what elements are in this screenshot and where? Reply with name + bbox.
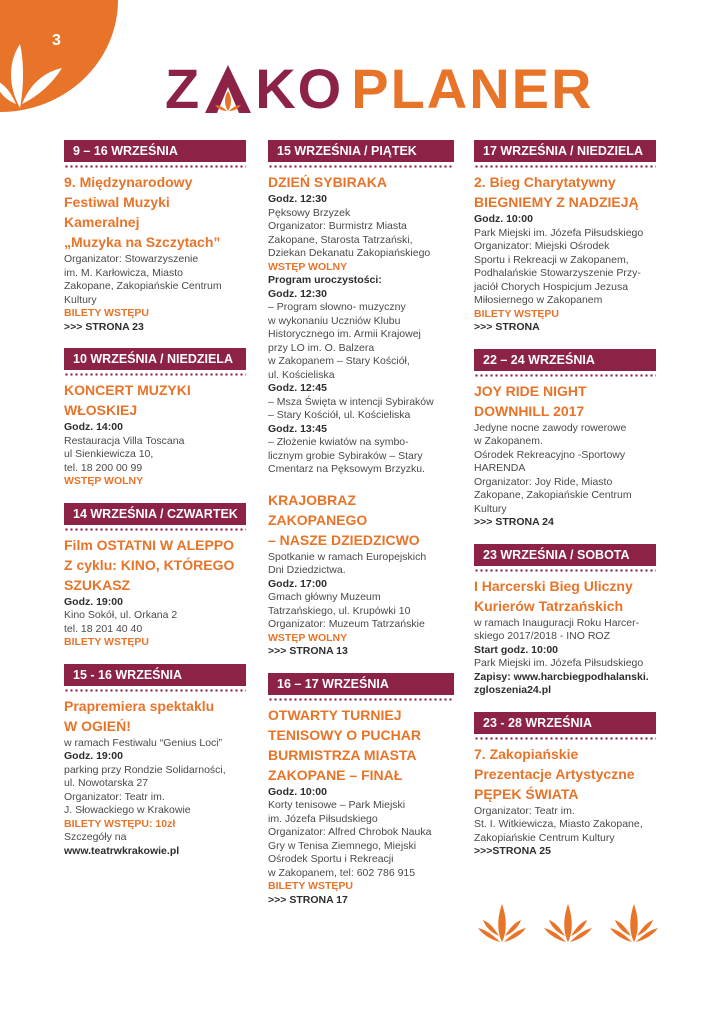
admission-info: BILETY WSTĘPU: [64, 636, 149, 648]
event-detail: Zakopiańskie Centrum Kultury: [474, 831, 615, 844]
event-detail: – Złożenie kwiatów na symbo-: [268, 436, 409, 448]
event-detail: Godz. 17:00: [268, 577, 327, 590]
event-detail: Ośrodek Sportu i Rekreacji: [268, 853, 394, 865]
event-detail: im. M. Karłowicza, Miasto: [64, 266, 184, 279]
logo-part-z: Z: [165, 57, 202, 120]
event-title: JOY RIDE NIGHT: [474, 382, 587, 399]
event-title: Prapremiera spektaklu: [64, 697, 215, 714]
column-1: [64, 140, 246, 872]
admission-info: BILETY WSTĘPU: [64, 307, 149, 319]
event-detail: Program uroczystości:: [268, 274, 382, 286]
event-detail: jaciół Chorych Hospicjum Jezusa: [474, 280, 629, 293]
event-link[interactable]: www.teatrwkrakowie.pl: [64, 844, 180, 857]
event-date-header: 17 WRZEŚNIA / NIEDZIELA: [474, 140, 656, 162]
event-detail: Spotkanie w ramach Europejskich: [268, 550, 427, 563]
event-detail: Miłosiernego w Zakopanem: [474, 294, 603, 306]
event-detail: Organizator: Teatr im.: [64, 790, 165, 803]
event-card: [268, 140, 454, 477]
event-title: KRAJOBRAZ: [268, 491, 356, 508]
event-card: [64, 503, 246, 650]
dotted-divider: [268, 698, 454, 701]
leaf-icon: [478, 900, 526, 944]
event-title: I Harcerski Bieg Uliczny: [474, 577, 633, 594]
event-title: DOWNHILL 2017: [474, 402, 585, 419]
dotted-divider: [268, 165, 454, 168]
event-card: [64, 140, 246, 334]
event-date-header: 15 - 16 WRZEŚNIA: [64, 664, 246, 686]
event-detail: Sportu i Rekreacji w Zakopanem,: [474, 253, 629, 266]
event-detail: Organizator: Miejski Ośrodek: [474, 240, 610, 252]
event-title: TENISOWY O PUCHAR: [268, 726, 421, 743]
event-card: [474, 140, 656, 335]
event-detail: w Zakopanem, tel: 602 786 915: [268, 866, 416, 879]
event-title: W OGIEŃ!: [64, 717, 131, 734]
event-detail: Organizator: Muzeum Tatrzańskie: [268, 618, 425, 630]
event-card: [474, 712, 656, 859]
event-detail: tel. 18 201 40 40: [64, 622, 143, 635]
event-detail: parking przy Rondzie Solidarności,: [64, 763, 226, 776]
event-detail: w ramach Inauguracji Roku Harcer-: [474, 616, 640, 629]
admission-info: BILETY WSTĘPU: 10zł: [64, 817, 176, 830]
logo-a-mountain-icon: [203, 63, 253, 115]
event-title: 9. Międzynarodowy: [64, 174, 193, 190]
event-detail: Godz. 10:00: [474, 213, 533, 225]
event-detail: Gry w Tenisa Ziemnego, Miejski: [268, 839, 417, 852]
event-title: „Muzyka na Szczytach”: [64, 234, 221, 250]
event-detail: Kino Sokół, ul. Orkana 2: [64, 609, 178, 621]
event-link[interactable]: zgloszenia24.pl: [474, 684, 552, 696]
event-detail: Start godz. 10:00: [474, 643, 559, 656]
event-detail: Organizator: Teatr im.: [474, 804, 575, 817]
event-title: Film OSTATNI W ALEPPO: [64, 536, 235, 553]
event-title: 2. Bieg Charytatywny: [474, 174, 616, 190]
logo-part-ko: KO: [255, 57, 344, 120]
event-detail: ul. Nowotarska 27: [64, 777, 149, 789]
event-detail: Historycznego im. Armii Krajowej: [268, 328, 421, 340]
event-detail: w Zakopanem – Stary Kościół,: [268, 355, 410, 367]
event-date-header: 22 – 24 WRZEŚNIA: [474, 349, 656, 371]
event-date-header: 15 WRZEŚNIA / PIĄTEK: [268, 140, 454, 162]
event-detail: Dziekan Dekanatu Zakopiańskiego: [268, 247, 431, 259]
event-detail: Restauracja Villa Toscana: [64, 434, 185, 447]
event-detail: Organizator: Alfred Chrobok Nauka: [268, 826, 432, 838]
event-title: Festiwal Muzyki: [64, 194, 170, 210]
event-detail: – Program słowno- muzyczny: [268, 301, 406, 313]
zakoplaner-logo: [165, 58, 593, 120]
event-date-header: 23 - 28 WRZEŚNIA: [474, 712, 656, 734]
event-title: SZUKASZ: [64, 576, 131, 593]
event-detail: Park Miejski im. Józefa Piłsudskiego: [474, 657, 644, 669]
event-date-header: 16 – 17 WRZEŚNIA: [268, 673, 454, 695]
event-detail: Cmentarz na Pęksowym Brzyzku.: [268, 463, 425, 475]
event-detail: w wykonaniu Uczniów Klubu: [268, 314, 401, 327]
event-detail: licznym grobie Sybiraków – Stary: [268, 449, 423, 462]
event-detail: tel. 18 200 00 99: [64, 461, 143, 474]
dotted-divider: [474, 165, 656, 168]
dotted-divider: [64, 528, 246, 531]
event-detail: Szczegóły na: [64, 831, 127, 843]
event-date-header: 23 WRZEŚNIA / SOBOTA: [474, 544, 656, 566]
event-title: Z cyklu: KINO, KTÓREGO: [64, 556, 235, 573]
event-card: [268, 491, 454, 659]
page-number: 3: [52, 32, 61, 49]
event-detail: Organizator: Joy Ride, Miasto: [474, 475, 613, 488]
event-detail: Park Miejski im. Józefa Piłsudskiego: [474, 226, 644, 239]
dotted-divider: [64, 689, 246, 692]
event-detail: Tatrzańskiego, ul. Krupówki 10: [268, 604, 411, 617]
event-title: PĘPEK ŚWIATA: [474, 785, 579, 802]
event-detail: St. I. Witkiewicza, Miasto Zakopane,: [474, 818, 643, 830]
dotted-divider: [64, 373, 246, 376]
column-2: [268, 140, 454, 921]
admission-info: WSTĘP WOLNY: [268, 631, 348, 644]
event-card: [64, 348, 246, 489]
event-title: ZAKOPANEGO: [268, 511, 368, 528]
admission-info: BILETY WSTĘPU: [474, 307, 559, 320]
admission-info: BILETY WSTĘPU: [268, 880, 353, 892]
event-detail: im. Józefa Piłsudskiego: [268, 812, 378, 825]
event-card: [474, 349, 656, 530]
event-link[interactable]: >>> STRONA 13: [268, 645, 348, 657]
dotted-divider: [64, 165, 246, 168]
admission-info: WSTĘP WOLNY: [268, 260, 348, 273]
event-detail: HARENDA: [474, 462, 526, 474]
event-detail: Godz. 10:00: [268, 785, 327, 798]
event-detail: w ramach Festiwalu “Genius Loci”: [64, 736, 223, 749]
event-detail: Organizator: Burmistrz Miasta: [268, 220, 407, 232]
event-detail: Zakopane, Zakopiańskie Centrum: [474, 489, 632, 501]
event-detail: Godz. 13:45: [268, 422, 327, 435]
event-title: WŁOSKIEJ: [64, 402, 138, 418]
event-detail: Godz. 12:30: [268, 287, 327, 300]
event-date-header: 9 – 16 WRZEŚNIA: [64, 140, 246, 162]
event-date-header: 14 WRZEŚNIA / CZWARTEK: [64, 503, 246, 525]
event-date-header: 10 WRZEŚNIA / NIEDZIELA: [64, 348, 246, 370]
event-title: BURMISTRZA MIASTA: [268, 746, 417, 763]
event-card: [268, 673, 454, 908]
event-detail: Kultury: [474, 502, 507, 515]
logo-part-planer: PLANER: [351, 57, 594, 120]
event-detail: przy LO im. O. Balzera: [268, 341, 375, 354]
event-detail: Gmach główny Muzeum: [268, 591, 381, 603]
event-detail: Godz. 19:00: [64, 750, 123, 762]
event-link[interactable]: >>> STRONA 24: [474, 516, 554, 528]
dotted-divider: [474, 374, 656, 377]
event-detail: Ośrodek Rekreacyjno -Sportowy: [474, 448, 626, 461]
dotted-divider: [474, 569, 656, 572]
event-detail: w Zakopanem.: [474, 435, 543, 447]
leaf-icon: [544, 900, 592, 944]
leaf-icon: [610, 900, 658, 944]
event-detail: – Stary Kościół, ul. Kościeliska: [268, 409, 411, 421]
event-detail: Organizator: Stowarzyszenie: [64, 253, 199, 265]
event-title: 7. Zakopiańskie: [474, 745, 579, 762]
column-3: [474, 140, 656, 873]
event-detail: Zakopane, Starosta Tatrzański,: [268, 233, 413, 246]
event-title: OTWARTY TURNIEJ: [268, 706, 402, 723]
event-link[interactable]: >>> STRONA 23: [64, 320, 144, 333]
event-link[interactable]: Zapisy: www.harcbiegpodhalanski.: [474, 670, 649, 683]
event-title: Kurierów Tatrzańskich: [474, 597, 624, 614]
event-detail: skiego 2017/2018 - INO ROZ: [474, 630, 610, 642]
event-title: Prezentacje Artystyczne: [474, 765, 635, 782]
event-title: DZIEŃ SYBIRAKA: [268, 174, 388, 190]
admission-info: WSTĘP WOLNY: [64, 475, 144, 487]
event-title: – NASZE DZIEDZICWO: [268, 531, 420, 548]
event-detail: Korty tenisowe – Park Miejski: [268, 799, 406, 811]
event-title: BIEGNIEMY Z NADZIEJĄ: [474, 194, 639, 210]
event-detail: Godz. 19:00: [64, 595, 123, 608]
event-detail: – Msza Święta w intencji Sybiraków: [268, 395, 434, 408]
event-link[interactable]: >>> STRONA: [474, 321, 540, 333]
corner-decoration: [0, 0, 118, 112]
dotted-divider: [474, 737, 656, 740]
event-detail: J. Słowackiego w Krakowie: [64, 804, 191, 816]
event-detail: Godz. 12:30: [268, 193, 327, 205]
event-title: ZAKOPANE – FINAŁ: [268, 766, 403, 783]
event-title: Kameralnej: [64, 214, 140, 230]
event-card: [64, 664, 246, 859]
event-detail: Zakopane, Zakopiańskie Centrum: [64, 280, 222, 292]
event-detail: Dni Dziedzictwa.: [268, 564, 346, 576]
event-detail: Pęksowy Brzyzek: [268, 206, 351, 219]
event-detail: Godz. 12:45: [268, 382, 327, 394]
event-detail: Kultury: [64, 293, 97, 306]
event-detail: Jedyne nocne zawody rowerowe: [474, 421, 627, 434]
event-detail: ul. Kościeliska: [268, 368, 335, 381]
event-detail: Podhalańskie Stowarzyszenie Przy-: [474, 267, 641, 279]
decorative-leaves: [478, 900, 658, 944]
event-card: [474, 544, 656, 698]
event-link[interactable]: >>>STRONA 25: [474, 845, 551, 857]
event-link[interactable]: >>> STRONA 17: [268, 893, 348, 906]
event-detail: Godz. 14:00: [64, 421, 123, 433]
event-detail: ul Sienkiewicza 10,: [64, 448, 154, 460]
event-title: KONCERT MUZYKI: [64, 382, 191, 398]
